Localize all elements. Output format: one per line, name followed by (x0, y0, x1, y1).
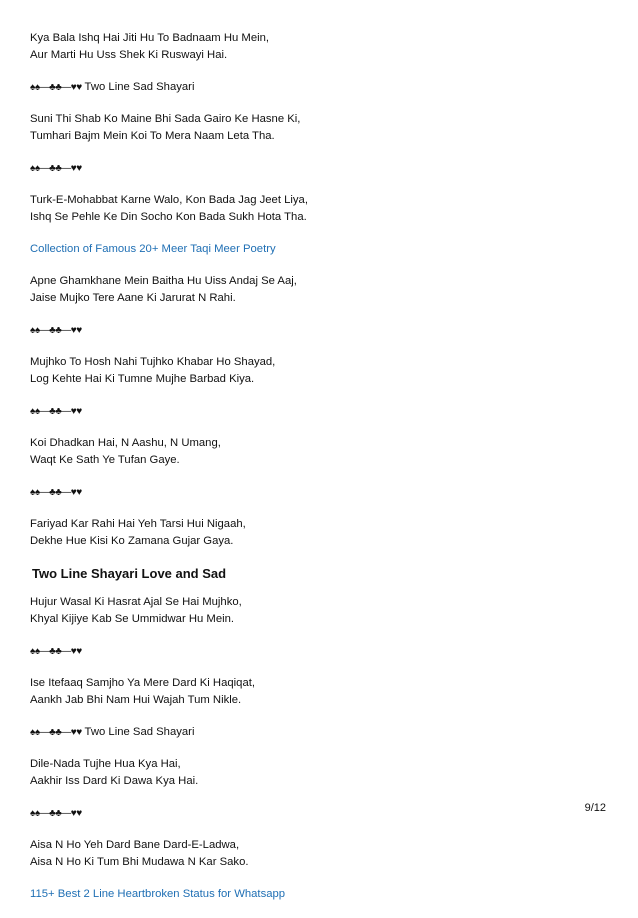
shayari-stanza (30, 516, 610, 550)
separator-text: Two Line Sad Shayari (81, 81, 195, 93)
shayari-stanza (30, 435, 610, 469)
stanza-line: Dile-Nada Tujhe Hua Kya Hai, (30, 758, 181, 770)
document-content (30, 30, 610, 918)
suit-ornament-icon: ♠♠—♣♣—♥♥ (30, 406, 82, 417)
stanza-line: Hujur Wasal Ki Hasrat Ajal Se Hai Mujhko, (30, 596, 242, 608)
stanza-line: Jaise Mujko Tere Aane Ki Jarurat N Rahi. (30, 292, 236, 304)
stanza-line: Koi Dhadkan Hai, N Aashu, N Umang, (30, 437, 221, 449)
separator (30, 643, 610, 660)
section-heading: Two Line Shayari Love and Sad (32, 566, 227, 581)
stanza-line: Turk-E-Mohabbat Karne Walo, Kon Bada Jag Jeet Liya, (30, 194, 308, 206)
stanza-line: Waqt Ke Sath Ye Tufan Gaye. (30, 454, 180, 466)
stanza-line: Aakhir Iss Dard Ki Dawa Kya Hai. (30, 775, 199, 787)
separator (30, 403, 610, 420)
separator (30, 484, 610, 501)
stanza-line: Aisa N Ho Ki Tum Bhi Mudawa N Kar Sako. (30, 856, 249, 868)
separator-text: Two Line Sad Shayari (81, 726, 195, 738)
shayari-stanza (30, 30, 610, 64)
suit-ornament-icon: ♠♠—♣♣—♥♥ (30, 646, 82, 657)
suit-ornament-icon: ♠♠—♣♣—♥♥ (30, 163, 82, 174)
separator (30, 160, 610, 177)
shayari-stanza (30, 837, 610, 871)
suit-ornament-icon: ♠♠—♣♣—♥♥ (30, 487, 82, 498)
shayari-stanza (30, 756, 610, 790)
suit-ornament-icon: ♠♠—♣♣—♥♥ (30, 727, 82, 738)
shayari-stanza (30, 675, 610, 709)
stanza-line: Aisa N Ho Yeh Dard Bane Dard-E-Ladwa, (30, 839, 240, 851)
suit-ornament-icon: ♠♠—♣♣—♥♥ (30, 808, 82, 819)
shayari-stanza (30, 273, 610, 307)
page-number: 9/12 (584, 802, 606, 814)
stanza-line: Khyal Kijiye Kab Se Ummidwar Hu Mein. (30, 613, 235, 625)
heartbroken-status-link[interactable]: 115+ Best 2 Line Heartbroken Status for Whatsapp (30, 888, 286, 900)
stanza-line: Fariyad Kar Rahi Hai Yeh Tarsi Hui Nigaah, (30, 518, 246, 530)
stanza-line: Ishq Se Pehle Ke Din Socho Kon Bada Sukh Hota Tha. (30, 211, 307, 223)
meer-poetry-link[interactable]: Collection of Famous 20+ Meer Taqi Meer Poetry (30, 243, 276, 255)
stanza-line: Kya Bala Ishq Hai Jiti Hu To Badnaam Hu Mein, (30, 32, 270, 44)
suit-ornament-icon: ♠♠—♣♣—♥♥ (30, 82, 82, 93)
separator (30, 724, 610, 741)
shayari-stanza (30, 192, 610, 226)
stanza-line: Dekhe Hue Kisi Ko Zamana Gujar Gaya. (30, 535, 234, 547)
shayari-stanza (30, 594, 610, 628)
stanza-line: Suni Thi Shab Ko Maine Bhi Sada Gairo Ke Hasne Ki, (30, 113, 301, 125)
stanza-line: Mujhko To Hosh Nahi Tujhko Khabar Ho Shayad, (30, 356, 276, 368)
suit-ornament-icon: ♠♠—♣♣—♥♥ (30, 325, 82, 336)
separator (30, 322, 610, 339)
stanza-line: Aur Marti Hu Uss Shek Ki Ruswayi Hai. (30, 49, 228, 61)
stanza-line: Aankh Jab Bhi Nam Hui Wajah Tum Nikle. (30, 694, 242, 706)
shayari-stanza (30, 354, 610, 388)
stanza-line: Ise Itefaaq Samjho Ya Mere Dard Ki Haqiqat, (30, 677, 256, 689)
separator (30, 79, 610, 96)
shayari-stanza (30, 111, 610, 145)
separator (30, 805, 610, 822)
stanza-line: Log Kehte Hai Ki Tumne Mujhe Barbad Kiya. (30, 373, 255, 385)
stanza-line: Apne Ghamkhane Mein Baitha Hu Uiss Andaj Se Aaj, (30, 275, 297, 287)
stanza-line: Tumhari Bajm Mein Koi To Mera Naam Leta Tha. (30, 130, 275, 142)
